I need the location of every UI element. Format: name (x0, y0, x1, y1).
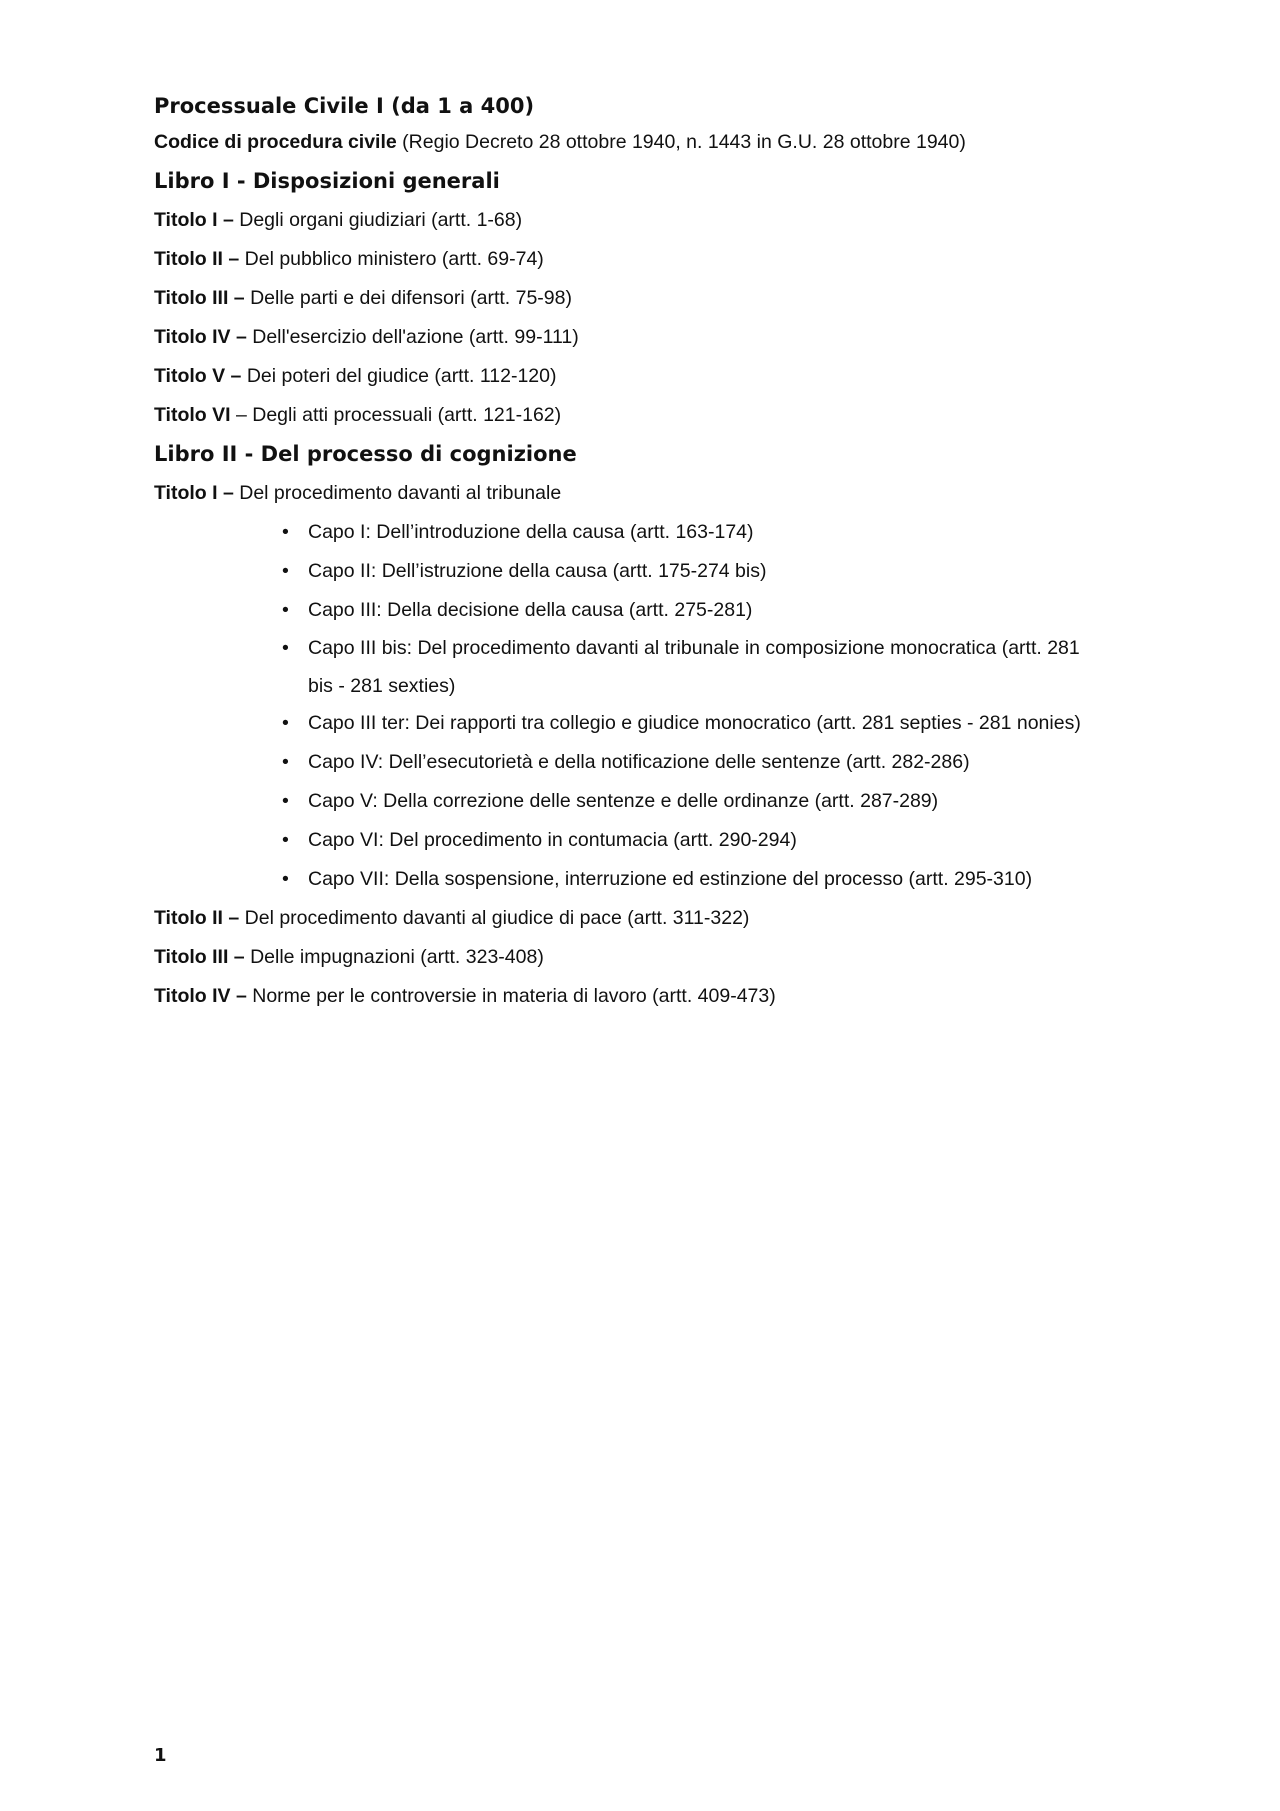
list-item (154, 591, 1108, 630)
bullet-icon: • (282, 712, 289, 734)
book-2-heading: Libro II - Del processo di cognizione (154, 442, 577, 466)
book-2-title-1 (154, 474, 1134, 513)
book-2-title-3 (154, 938, 1134, 977)
capo-text: Capo VI: Del procedimento in contumacia (artt. 290-294) (308, 828, 797, 851)
title-text: Degli organi giudiziari (artt. 1-68) (239, 209, 523, 231)
book-1-title-3 (154, 279, 1134, 318)
capo-text: Capo I: Dell’introduzione della causa (artt. 163-174) (308, 521, 754, 543)
title-label: Titolo VI (154, 404, 231, 426)
book-1-title-5 (154, 357, 1134, 396)
bullet-icon: • (282, 828, 289, 851)
source-line (154, 123, 1134, 162)
title-label: Titolo II – (154, 906, 240, 929)
list-item (154, 860, 1108, 899)
bullet-icon: • (282, 867, 289, 890)
title-text: – Degli atti processuali (artt. 121-162) (235, 404, 562, 426)
title-label: Titolo I – (154, 482, 234, 504)
list-item (154, 630, 1108, 705)
book-1-heading: Libro I - Disposizioni generali (154, 169, 500, 193)
title-text: Del pubblico ministero (artt. 69-74) (244, 248, 544, 270)
title-text: Del procedimento davanti al tribunale (239, 482, 562, 504)
title-text: Delle impugnazioni (artt. 323-408) (250, 945, 544, 968)
title-text: Del procedimento davanti al giudice di pace (artt. 311-322) (244, 906, 750, 929)
capo-text: Capo III bis: Del procedimento davanti al tribunale in composizione monocratica (artt. 281 bis - 281 sexties) (308, 637, 1080, 697)
book-2-title-2 (154, 899, 1134, 938)
capo-text: Capo VII: Della sospensione, interruzione ed estinzione del processo (artt. 295-310) (308, 867, 1033, 890)
book-1-title-4 (154, 318, 1134, 357)
book-1-title-1 (154, 201, 1134, 240)
page-number: 1 (154, 1745, 167, 1766)
capo-list (154, 513, 1134, 899)
bullet-icon: • (282, 750, 289, 773)
list-item (154, 782, 1108, 821)
bullet-icon: • (282, 599, 289, 621)
document-content (154, 90, 1134, 1016)
list-item (154, 513, 1108, 552)
capo-text: Capo IV: Dell’esecutorietà e della notificazione delle sentenze (artt. 282-286) (308, 750, 970, 773)
title-label: Titolo II – (154, 248, 240, 270)
title-text: Dell'esercizio dell'azione (artt. 99-111) (252, 326, 579, 348)
bullet-icon: • (282, 560, 289, 582)
source-name: Codice di procedura civile (154, 131, 397, 153)
bullet-icon: • (282, 637, 289, 659)
book-1-title-2 (154, 240, 1134, 279)
list-item (154, 705, 1108, 743)
title-label: Titolo IV – (154, 984, 247, 1007)
title-text: Norme per le controversie in materia di lavoro (artt. 409-473) (252, 984, 776, 1007)
list-item (154, 552, 1108, 591)
bullet-icon: • (282, 789, 289, 812)
title-text: Delle parti e dei difensori (artt. 75-98) (250, 287, 572, 309)
list-item (154, 743, 1108, 782)
title-label: Titolo V – (154, 365, 242, 387)
list-item (154, 821, 1108, 860)
document-title: Processuale Civile I (da 1 a 400) (154, 94, 535, 118)
capo-text: Capo III: Della decisione della causa (artt. 275-281) (308, 599, 753, 621)
book-1-title-6 (154, 396, 1134, 435)
title-label: Titolo I – (154, 209, 234, 231)
capo-text: Capo II: Dell’istruzione della causa (artt. 175-274 bis) (308, 560, 767, 582)
source-details: (Regio Decreto 28 ottobre 1940, n. 1443 in G.U. 28 ottobre 1940) (402, 131, 966, 153)
title-text: Dei poteri del giudice (artt. 112-120) (246, 365, 557, 387)
book-2-title-4 (154, 977, 1134, 1016)
capo-text: Capo III ter: Dei rapporti tra collegio e giudice monocratico (artt. 281 septies - 281 nonies) (308, 712, 1081, 734)
title-label: Titolo III – (154, 287, 245, 309)
title-label: Titolo IV – (154, 326, 247, 348)
capo-text: Capo V: Della correzione delle sentenze e delle ordinanze (artt. 287-289) (308, 789, 939, 812)
bullet-icon: • (282, 521, 289, 543)
title-label: Titolo III – (154, 945, 245, 968)
